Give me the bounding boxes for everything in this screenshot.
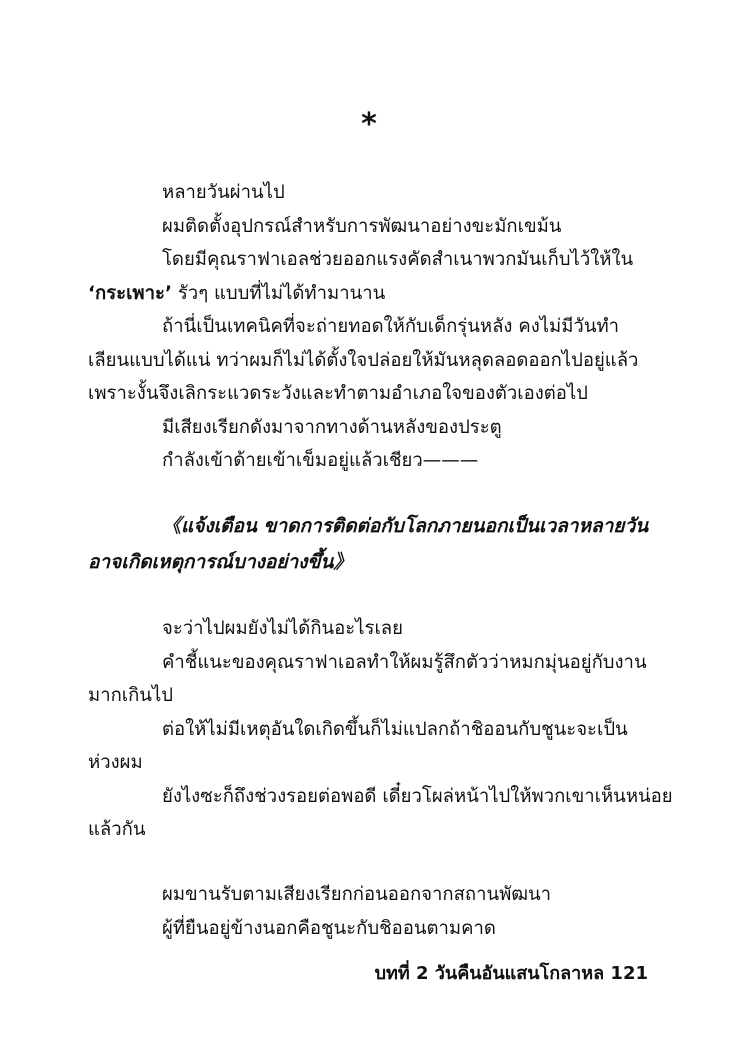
text-line [88,277,648,311]
text-line: ถ้านี่เป็นเทคนิคที่จะถ่ายทอดให้กับเด็กรุ่นหลัง คงไม่มีวันทำ [162,316,620,337]
page-footer: บทที่ 2 วันคืนอันแสนโกลาหล 121 [374,963,648,984]
scene-separator: * [361,107,377,142]
text-line: โดยมีคุณราฟาเอลช่วยออกแรงคัดสำเนาพวกมันเก็บไว้ให้ใน [162,249,634,270]
text-line: คำชี้แนะของคุณราฟาเอลทำให้ผมรู้สึกตัวว่าหมกมุ่นอยู่กับงาน [162,651,647,673]
bold-term: ‘กระเพาะ’ [88,282,172,304]
text-line: หลายวันผ่านไป [162,182,285,203]
text-line: ผมขานรับตามเสียงเรียกก่อนออกจากสถานพัฒนา [162,884,552,905]
text-line: ห่วงผม [88,752,143,773]
text-line: กำลังเข้าด้ายเข้าเข็มอยู่แล้วเชียว——— [162,450,479,471]
system-warning [88,508,648,580]
paragraph-block-3 [88,878,648,945]
paragraph-block-2 [88,612,673,847]
warning-line: 《แจ้งเตือน ขาดการติดต่อกับโลกภายนอกเป็นเวลาหลายวัน [162,515,649,537]
text-line: เพราะงั้นจึงเลิกระแวดระวังและทำตามอำเภอใจของตัวเองต่อไป [88,383,588,404]
text-line: ผู้ที่ยืนอยู่ข้างนอกคือชูนะกับชิออนตามคาด [162,917,496,939]
text-line-rest: รัวๆ แบบที่ไม่ได้ทำมานาน [171,282,386,304]
paragraph-block-1 [88,176,648,478]
text-line: มากเกินไป [88,685,174,706]
text-line: ต่อให้ไม่มีเหตุอันใดเกิดขึ้นก็ไม่แปลกถ้าชิออนกับชูนะจะเป็น [162,718,628,740]
text-line: ยังไงซะก็ถึงช่วงรอยต่อพอดี เดี๋ยวโผล่หน้าไปให้พวกเขาเห็นหน่อย [162,785,673,807]
text-line: แล้วกัน [88,819,146,840]
text-line: เลียนแบบได้แน่ ทว่าผมก็ไม่ได้ตั้งใจปล่อยให้มันหลุดลอดออกไปอยู่แล้ว [88,349,639,371]
text-line: ผมติดตั้งอุปกรณ์สำหรับการพัฒนาอย่างขะมักเขม้น [162,215,562,237]
text-line: มีเสียงเรียกดังมาจากทางด้านหลังของประตู [162,416,502,438]
text-line: จะว่าไปผมยังไม่ได้กินอะไรเลย [162,618,403,639]
warning-line: อาจเกิดเหตุการณ์บางอย่างขึ้น》 [88,551,353,573]
